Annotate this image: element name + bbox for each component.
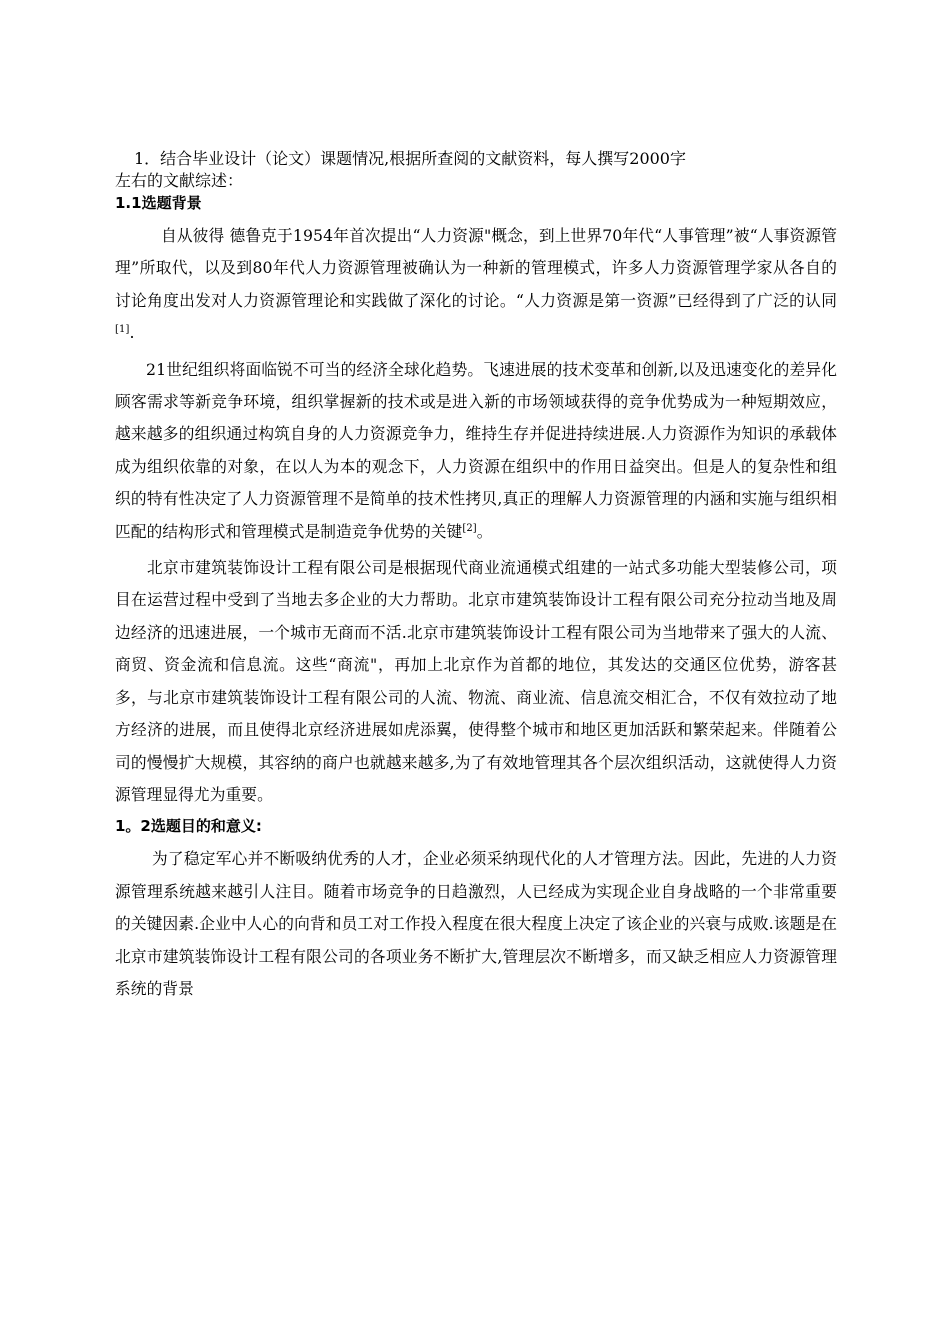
section-heading-background: 1.1选题背景 xyxy=(115,194,202,212)
section-heading-purpose: 1。2选题目的和意义: xyxy=(115,817,262,836)
background-paragraph-2 xyxy=(115,354,837,548)
assignment-instruction xyxy=(115,148,837,192)
purpose-paragraph-1: 为了稳定军心并不断吸纳优秀的人才，企业必须采纳现代化的人才管理方法。因此，先进的人力资源管理系统越来越引人注目。随着市场竞争的日趋激烈，人已经成为实现企业自身战略的一个非常重要的关键因素.企业中人心的向背和员工对工作投入程度在很大程度上决定了该企业的兴衰与成败.该题是在北京市建筑装饰设计工程有限公司的各项业务不断扩大,管理层次不断增多，而又缺乏相应人力资源管理系统的背景 xyxy=(115,849,837,998)
background-paragraph-3: 北京市建筑装饰设计工程有限公司是根据现代商业流通模式组建的一站式多功能大型装修公司，项目在运营过程中受到了当地去多企业的大力帮助。北京市建筑装饰设计工程有限公司充分拉动当地及周边经济的迅速进展，一个城市无商而不活.北京市建筑装饰设计工程有限公司为当地带来了强大的人流、商贸、资金流和信息流。这些“商流"，再加上北京作为首都的地位，其发达的交通区位优势，游客甚多，与北京市建筑装饰设计工程有限公司的人流、物流、商业流、信息流交相汇合，不仅有效拉动了地方经济的进展，而且使得北京经济进展如虎添翼，使得整个城市和地区更加活跃和繁荣起来。伴随着公司的慢慢扩大规模，其容纳的商户也就越来越多,为了有效地管理其各个层次组织活动，这就使得人力资源管理显得尤为重要。 xyxy=(115,558,837,804)
background-paragraph-1 xyxy=(115,220,837,350)
citation-ref-1: [1] xyxy=(115,323,130,335)
paragraph-tail: . xyxy=(129,323,135,343)
instruction-line-1: 1．结合毕业设计（论文）课题情况,根据所查阅的文献资料，每人撰写2000字 xyxy=(134,149,686,168)
paragraph-tail: 。 xyxy=(476,521,493,541)
document-page xyxy=(115,148,837,1005)
citation-ref-2: [2] xyxy=(462,522,477,534)
instruction-line-2: 左右的文献综述： xyxy=(115,171,244,190)
paragraph-text: 21世纪组织将面临锐不可当的经济全球化趋势。飞速进展的技术变革和创新,以及迅速变化的差异化顾客需求等新竞争环境，组织掌握新的技术或是进入新的市场领域获得的竞争优势成为一种短期效应，越来越多的组织通过构筑自身的人力资源竞争力，维持生存并促进持续进展.人力资源作为知识的承载体成为组织依靠的对象，在以人为本的观念下，人力资源在组织中的作用日益突出。但是人的复杂性和组织的特有性决定了人力资源管理不是简单的技术性拷贝,真正的理解人力资源管理的内涵和实施与组织相匹配的结构形式和管理模式是制造竞争优势的关键 xyxy=(115,359,837,541)
paragraph-text: 自从彼得 德鲁克于1954年首次提出“人力资源"概念，到上世界70年代“人事管理”被“人事资源管理”所取代，以及到80年代人力资源管理被确认为一种新的管理模式，许多人力资源管理学家从各自的讨论角度出发对人力资源管理论和实践做了深化的讨论。“人力资源是第一资源”已经得到了广泛的认同 xyxy=(115,226,837,310)
